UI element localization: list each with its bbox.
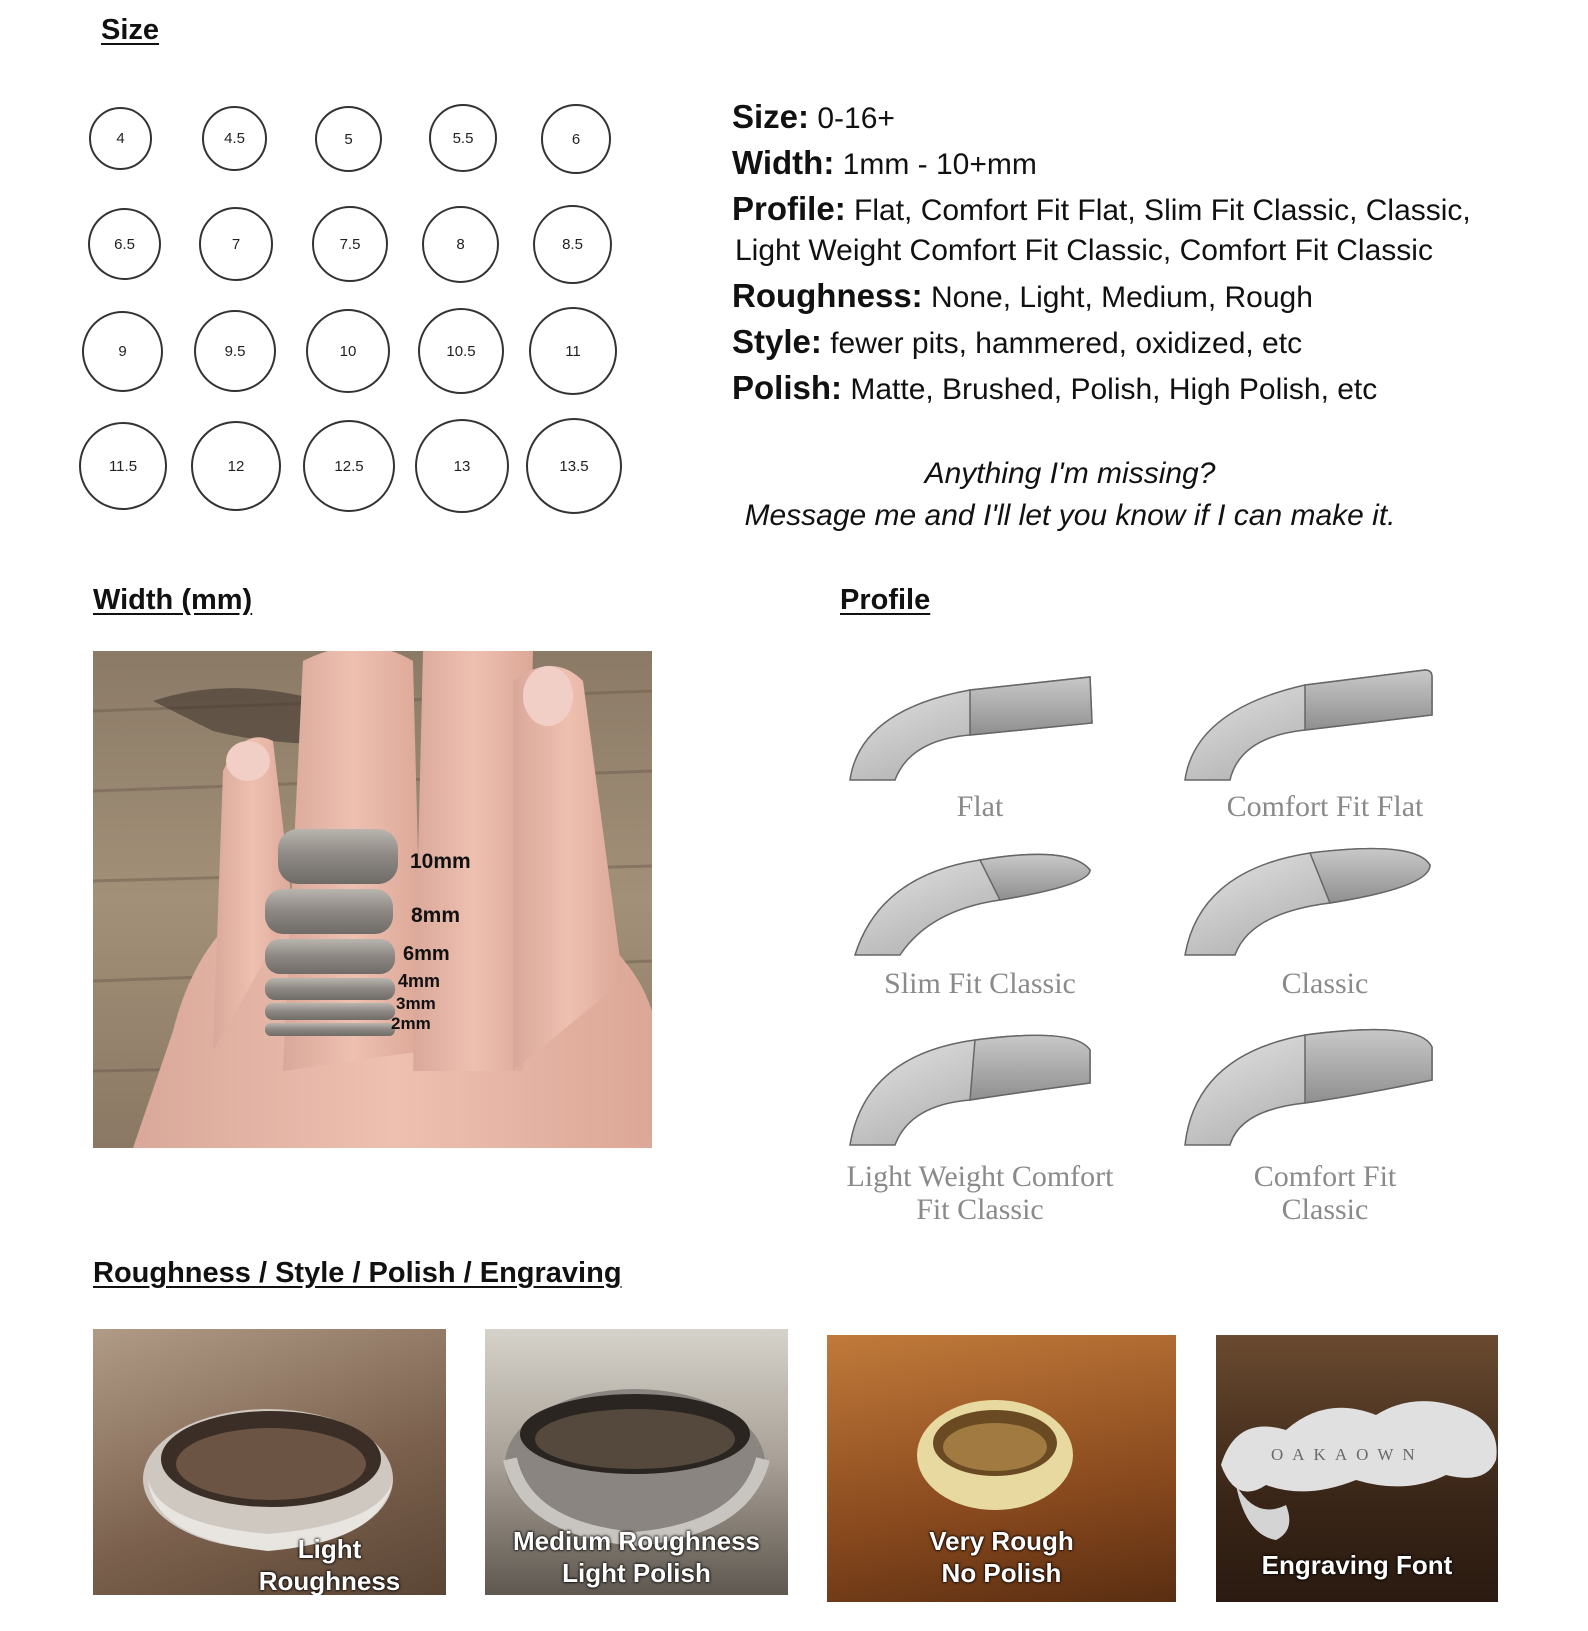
size-circle: 11.5 <box>79 422 167 510</box>
profile-label-classic: Classic <box>1281 967 1369 1000</box>
profile-slim-fit-classic-icon <box>855 854 1090 955</box>
ring-photo-label-line: Roughness <box>258 1566 401 1595</box>
width-label-3mm: 3mm <box>396 994 436 1013</box>
ring-photo-label-line: Light <box>297 1534 362 1564</box>
profile-label-comfort-fit-classic <box>1160 1160 1490 1226</box>
size-circle: 12.5 <box>303 420 395 512</box>
ring-photo-light-roughness <box>93 1329 446 1595</box>
size-circle: 6.5 <box>88 208 161 280</box>
size-heading: Size <box>101 14 160 46</box>
spec-polish-label: Polish: <box>732 369 843 406</box>
spec-profile-cont: Light Weight Comfort Fit Classic, Comfort Fit Classic <box>735 234 1433 267</box>
spec-size-label: Size: <box>732 98 810 135</box>
spec-roughness-value: None, Light, Medium, Rough <box>922 281 1313 314</box>
engraving-text: OAKAOWN <box>1271 1445 1424 1464</box>
width-label-8mm: 8mm <box>411 904 461 927</box>
note-question: Anything I'm missing? <box>924 457 1216 490</box>
profile-label-line: Classic <box>1281 1193 1369 1226</box>
spec-width-value: 1mm - 10+mm <box>834 148 1037 181</box>
profile-label-line: Fit Classic <box>916 1193 1044 1226</box>
spec-profile-label: Profile: <box>732 190 846 227</box>
hand-with-rings-image <box>93 651 652 1148</box>
width-label-6mm: 6mm <box>403 943 450 965</box>
size-circle: 12 <box>191 421 281 511</box>
size-circle: 10 <box>306 309 390 393</box>
spec-size <box>732 98 895 136</box>
ring-photo-label-line: Engraving Font <box>1261 1550 1453 1580</box>
roughness-heading: Roughness / Style / Polish / Engraving <box>93 1257 622 1289</box>
width-heading: Width (mm) <box>93 584 253 616</box>
ring-photo-label-line: Light Polish <box>562 1558 711 1588</box>
profile-light-weight-comfort-fit-classic-icon <box>850 1035 1090 1145</box>
size-circle: 13 <box>415 419 509 513</box>
ring-photo-label <box>485 1525 788 1589</box>
spec-size-value: 0-16+ <box>809 102 895 135</box>
size-circle: 8 <box>422 206 499 283</box>
size-circle: 7.5 <box>312 206 388 282</box>
ring-photo-label-line: Very Rough <box>929 1526 1074 1556</box>
profile-label-light-weight <box>820 1160 1140 1226</box>
spec-profile <box>732 190 1471 228</box>
size-circle: 9 <box>82 311 163 392</box>
note-message: Message me and I'll let you know if I can make it. <box>744 499 1396 532</box>
spec-style-label: Style: <box>732 323 822 360</box>
spec-roughness-label: Roughness: <box>732 277 923 314</box>
profile-comfort-fit-flat-icon <box>1185 670 1432 780</box>
spec-width <box>732 144 1037 182</box>
ring-photo-medium-roughness <box>485 1329 788 1595</box>
width-label-4mm: 4mm <box>398 971 441 991</box>
profile-label-line: Comfort Fit <box>1253 1160 1397 1193</box>
spec-roughness <box>732 277 1313 315</box>
profile-flat-icon <box>850 677 1092 780</box>
ring-photo-very-rough <box>827 1335 1176 1602</box>
spec-style-value: fewer pits, hammered, oxidized, etc <box>821 327 1303 360</box>
width-photo <box>93 651 652 1148</box>
ring-photo-label <box>1216 1549 1498 1581</box>
width-label-10mm: 10mm <box>410 850 471 873</box>
size-circle: 6 <box>541 104 611 174</box>
spec-polish-value: Matte, Brushed, Polish, High Polish, etc <box>842 373 1378 406</box>
ring-photo-label <box>213 1533 446 1595</box>
ring-photo-label <box>827 1525 1176 1589</box>
size-circle: 10.5 <box>418 308 504 394</box>
ring-photo-engraving <box>1216 1335 1498 1602</box>
spec-style <box>732 323 1302 361</box>
size-circle: 5.5 <box>429 104 497 172</box>
size-circle: 4 <box>89 107 152 170</box>
profile-label-line: Light Weight Comfort <box>846 1160 1114 1193</box>
spec-width-label: Width: <box>732 144 835 181</box>
size-circle: 13.5 <box>526 418 622 514</box>
size-circle: 9.5 <box>194 310 276 392</box>
profile-label-comfort-fit-flat: Comfort Fit Flat <box>1226 790 1424 823</box>
profile-heading: Profile <box>840 584 931 616</box>
profile-label-flat: Flat <box>956 790 1004 823</box>
ring-photo-label-line: No Polish <box>941 1558 1062 1588</box>
profile-comfort-fit-classic-icon <box>1185 1030 1432 1145</box>
profile-label-slim-fit-classic: Slim Fit Classic <box>884 967 1076 1000</box>
size-circle: 11 <box>529 307 617 395</box>
profile-classic-icon <box>1185 849 1430 955</box>
spec-profile-value: Flat, Comfort Fit Flat, Slim Fit Classic, Classic, <box>845 194 1471 227</box>
size-circle: 4.5 <box>202 106 267 171</box>
size-circle: 7 <box>199 207 273 281</box>
width-label-2mm: 2mm <box>391 1014 431 1033</box>
profile-illustrations <box>840 655 1500 1215</box>
size-circle: 5 <box>315 106 382 172</box>
size-circle: 8.5 <box>533 205 612 284</box>
ring-photo-label-line: Medium Roughness <box>512 1526 760 1556</box>
spec-polish <box>732 369 1377 407</box>
